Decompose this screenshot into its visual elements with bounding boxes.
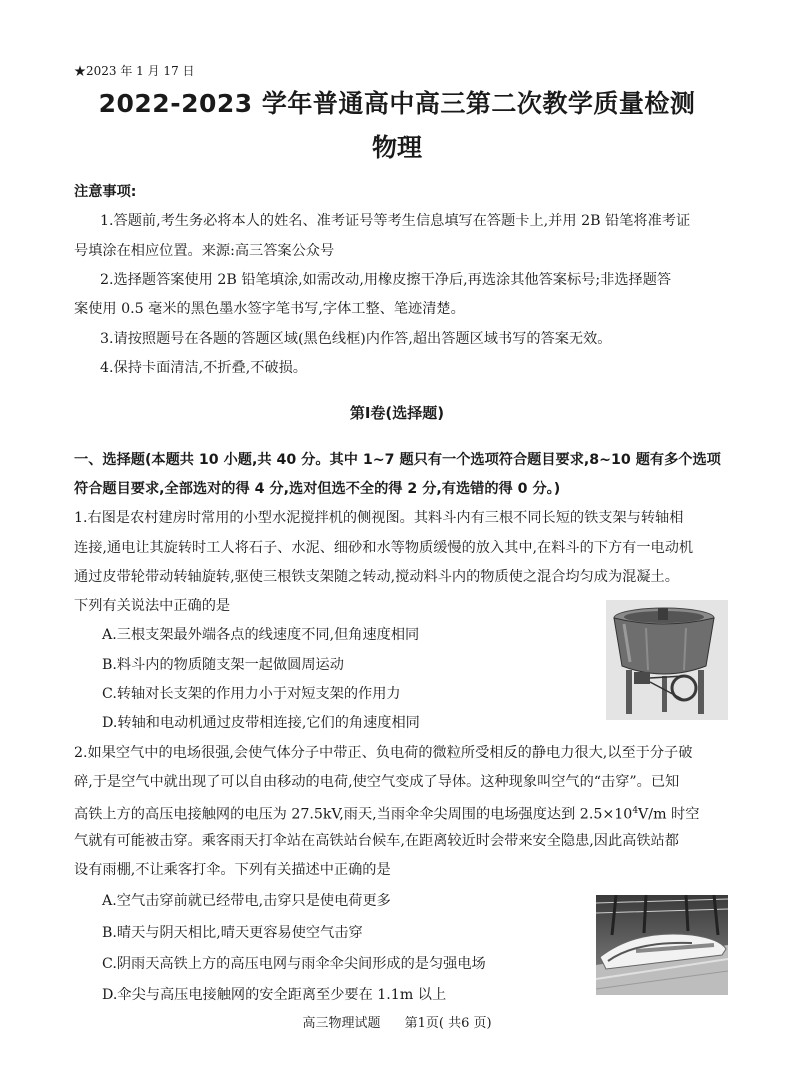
page-number: 第1页( 共6 页) [404, 1016, 492, 1031]
section-instructions: 一、选择题(本题共 10 小题,共 40 分。其中 1~7 题只有一个选项符合题目要求,8~10 题有多个选项 [74, 452, 721, 468]
q2-stem-line: 高铁上方的高压电接触网的电压为 27.5kV,雨天,当雨伞伞尖周围的电场强度达到 $2.5\times 10^4V/m$ 时空 [74, 806, 700, 823]
notes-line: 1.答题前,考生务必将本人的姓名、准考证号等考生信息填写在答题卡上,并用 2B 铅笔将准考证 [100, 213, 691, 229]
exam-date: ★2023 年 1 月 17 日 [74, 64, 195, 78]
q2-stem-line: 气就有可能被击穿。乘客雨天打伞站在高铁站台候车,在距离较近时会带来安全隐患,因此高铁站都 [74, 833, 679, 849]
q2-option-c: C.阴雨天高铁上方的高压电网与雨伞伞尖间形成的是匀强电场 [102, 956, 486, 972]
high-speed-train-image [596, 895, 728, 995]
subject-title: 物理 [371, 133, 422, 162]
notes-line: 号填涂在相应位置。来源:高三答案公众号 [74, 243, 335, 259]
q2-option-a: A.空气击穿前就已经带电,击穿只是使电荷更多 [102, 893, 391, 909]
q1-stem-line: 通过皮带轮带动转轴旋转,驱使三根铁支架随之转动,搅动料斗内的物质使之混合均匀成为混凝土。 [74, 569, 679, 585]
q1-stem-line: 1.右图是农村建房时常用的小型水泥搅拌机的侧视图。其料斗内有三根不同长短的铁支架与转轴相 [74, 510, 684, 526]
section-instructions: 符合题目要求,全部选对的得 4 分,选对但选不全的得 2 分,有选错的得 0 分。) [74, 481, 561, 497]
q1-stem-line: 连接,通电让其旋转时工人将石子、水泥、细砂和水等物质缓慢的放入其中,在料斗的下方有一电动机 [74, 540, 694, 556]
notes-heading: 注意事项: [74, 184, 137, 200]
q2-stem-line: 碎,于是空气中就出现了可以自由移动的电荷,使空气变成了导体。这种现象叫空气的“击穿”。已知 [74, 774, 680, 790]
cement-mixer-image [606, 600, 728, 720]
section-title: 第Ⅰ卷(选择题) [349, 404, 445, 422]
q1-option-c: C.转轴对长支架的作用力小于对短支架的作用力 [102, 686, 401, 702]
q1-option-d: D.转轴和电动机通过皮带相连接,它们的角速度相同 [102, 715, 420, 731]
q2-stem-line: 2.如果空气中的电场很强,会使气体分子中带正、负电荷的微粒所受相反的静电力很大,以至于分子破 [74, 745, 693, 761]
footer-subject: 高三物理试题 [302, 1016, 381, 1031]
q2-option-d: D.伞尖与高压电接触网的安全距离至少要在 1.1m 以上 [102, 987, 447, 1003]
notes-line: 4.保持卡面清洁,不折叠,不破损。 [100, 360, 307, 376]
notes-line: 2.选择题答案使用 2B 铅笔填涂,如需改动,用橡皮擦干净后,再选涂其他答案标号;非选择题答 [100, 272, 672, 288]
q1-stem-line: 下列有关说法中正确的是 [74, 598, 231, 614]
q1-option-a: A.三根支架最外端各点的线速度不同,但角速度相同 [102, 627, 420, 643]
notes-line: 3.请按照题号在各题的答题区域(黑色线框)内作答,超出答题区域书写的答案无效。 [100, 331, 612, 347]
page-title: 2022-2023 学年普通高中高三第二次教学质量检测 [98, 89, 696, 118]
notes-line: 案使用 0.5 毫米的黑色墨水签字笔书写,字体工整、笔迹清楚。 [74, 301, 465, 317]
exponent: 4 [632, 806, 639, 816]
q2-option-b: B.晴天与阴天相比,晴天更容易使空气击穿 [102, 925, 363, 941]
q1-option-b: B.料斗内的物质随支架一起做圆周运动 [102, 657, 344, 673]
page-footer [0, 1012, 794, 1031]
q2-stem-line: 设有雨棚,不让乘客打伞。下列有关描述中正确的是 [74, 862, 391, 878]
